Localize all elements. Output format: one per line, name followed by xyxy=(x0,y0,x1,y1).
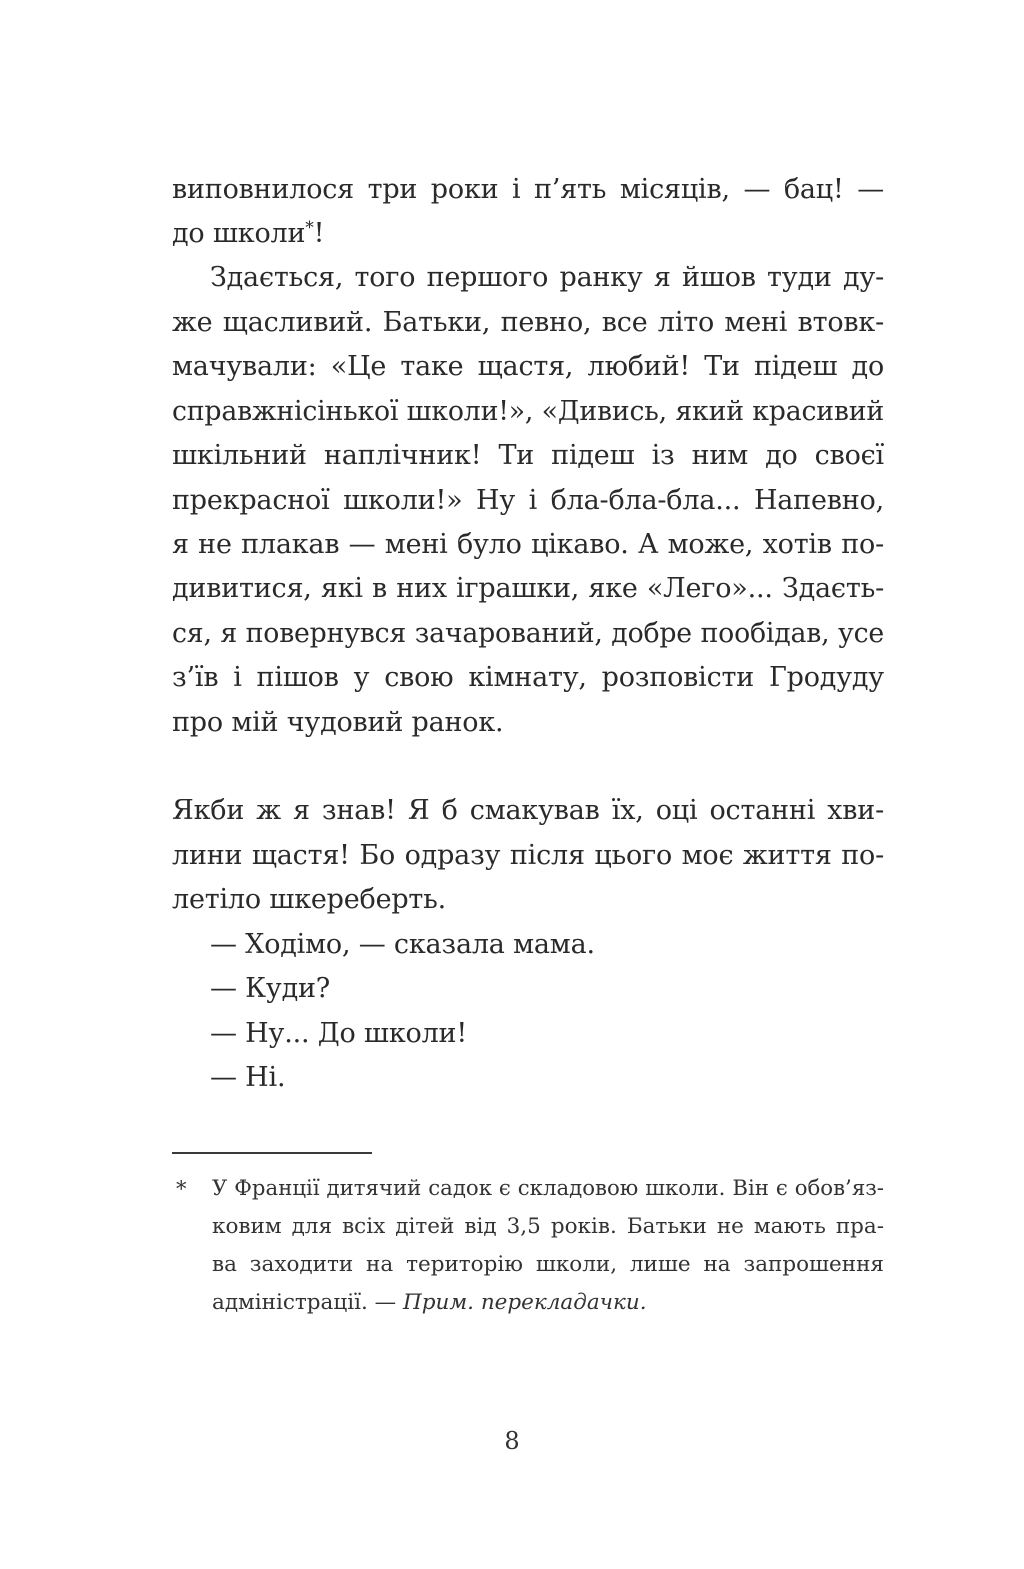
footnote-line: ковим для всіх дітей від 3,5 років. Батьки не мають пра- xyxy=(212,1214,884,1239)
footnote-divider xyxy=(172,1152,372,1154)
footnote-line: ва заходити на територію школи, лише на запрошення xyxy=(212,1252,884,1277)
body-line xyxy=(172,212,884,256)
footnote-text: адміністрації. — xyxy=(212,1290,403,1315)
dialogue-line: — Ні. xyxy=(210,1062,286,1093)
body-line: дивитися, які в них іграшки, яке «Лего»... Здаєть- xyxy=(172,573,884,604)
body-text: до школи xyxy=(172,218,306,249)
body-line: ся, я повернувся зачарований, добре пообідав, усе xyxy=(172,618,884,649)
body-line: про мій чудовий ранок. xyxy=(172,707,504,738)
translator-note: Прим. перекладачки. xyxy=(402,1290,647,1315)
footnote-reference: * xyxy=(305,218,314,238)
body-line: же щасливий. Батьки, певно, все літо мені втовк- xyxy=(172,307,884,338)
page-number: 8 xyxy=(504,1427,520,1455)
body-line: мачували: «Це таке щастя, любий! Ти підеш до xyxy=(172,351,884,382)
body-text: ! xyxy=(313,218,325,249)
footnote-line xyxy=(212,1284,884,1322)
footnote-line: У Франції дитячий садок є складовою школи. Він є обов’яз- xyxy=(212,1176,884,1201)
body-line: виповнилося три роки і п’ять місяців, — бац! — xyxy=(172,174,884,205)
body-line: з’їв і пішов у свою кімнату, розповісти Гродуду xyxy=(172,662,884,693)
body-line: летіло шкереберть. xyxy=(172,884,447,915)
body-line: Здається, того першого ранку я йшов туди ду- xyxy=(210,262,884,293)
dialogue-line: — Куди? xyxy=(210,973,331,1004)
body-line: шкільний наплічник! Ти підеш із ним до своєї xyxy=(172,440,884,471)
body-line: я не плакав — мені було цікаво. А може, хотів по- xyxy=(172,529,884,560)
dialogue-line: — Ну... До школи! xyxy=(210,1018,467,1049)
body-line: справжнісінької школи!», «Дивись, який красивий xyxy=(172,396,884,427)
body-line: лини щастя! Бо одразу після цього моє життя по- xyxy=(172,840,884,871)
footnote-mark: * xyxy=(176,1177,187,1201)
dialogue-line: — Ходімо, — сказала мама. xyxy=(210,929,595,960)
body-line: Якби ж я знав! Я б смакував їх, оці останні хви- xyxy=(172,795,884,826)
body-line: прекрасної школи!» Ну і бла-бла-бла... Напевно, xyxy=(172,485,884,516)
